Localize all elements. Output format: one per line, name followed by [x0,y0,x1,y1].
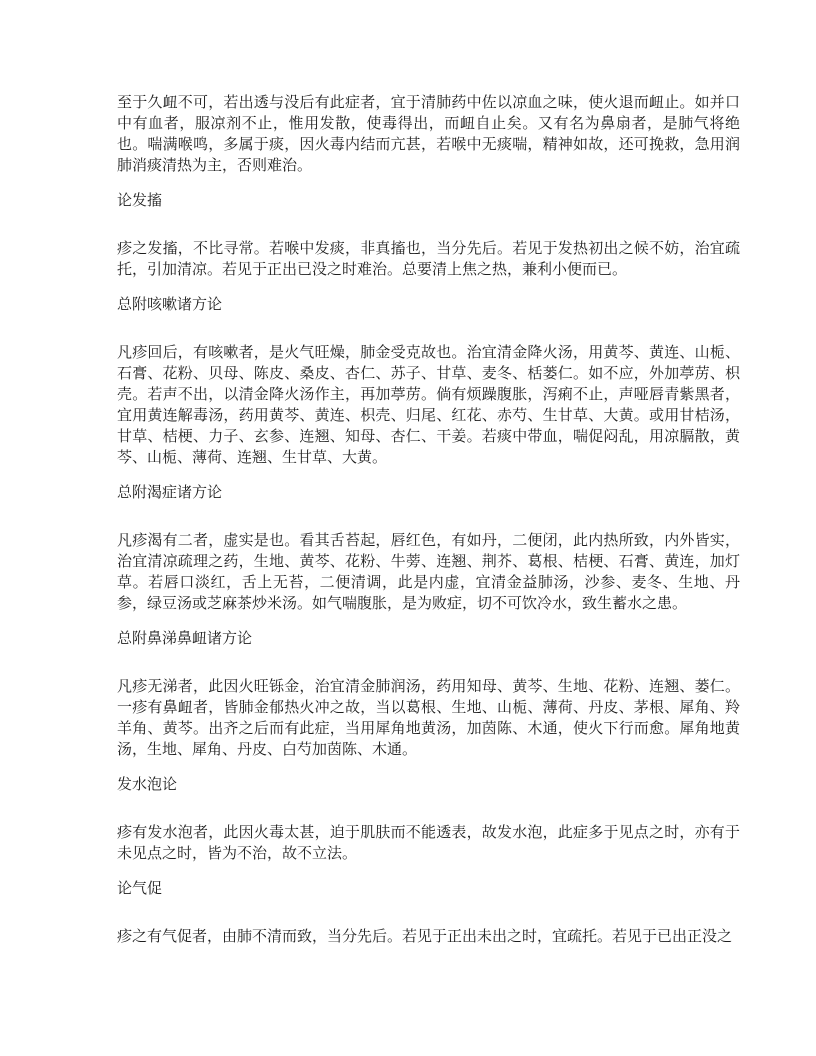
paragraph-biti-binu-prescriptions: 凡疹无涕者，此因火旺铄金，治宜清金肺润汤，药用知母、黄芩、生地、花粉、连翘、蒌仁。一疹有鼻衄者，皆肺金郁热火冲之故，当以葛根、生地、山栀、薄荷、丹皮、茅根、犀角、羚羊角、黄芩。出齐之后而有此症，当用犀角地黄汤，加茵陈、木通，使火下行而愈。犀角地黄汤，生地、犀角、丹皮、白芍加茵陈、木通。 [117,679,740,758]
paragraph-fa-chu: 疹之发搐，不比寻常。若喉中发痰，非真搐也，当分先后。若见于发热初出之候不妨，治宜疏托，引加清凉。若见于正出已没之时难治。总要清上焦之热，兼利小便而已。 [117,241,740,278]
paragraph-qi-cu: 疹之有气促者，由肺不清而致，当分先后。若见于正出未出之时，宜疏托。若见于已出正没之 [117,929,733,945]
heading-zongfu-kesou-zhufanglun: 总附咳嗽诸方论 [117,297,223,313]
heading-lun-qi-cu: 论气促 [117,881,163,897]
paragraph-fa-shuipao: 疹有发水泡者，此因火毒太甚，迫于肌肤而不能透表，故发水泡，此症多于见点之时，亦有于未见点之时，皆为不治，故不立法。 [117,825,740,862]
heading-zongfu-kezheng-zhufanglun: 总附渴症诸方论 [117,485,223,501]
heading-zongfu-biti-binu-zhufanglun: 总附鼻涕鼻衄诸方论 [117,631,253,647]
heading-fa-shuipao-lun: 发水泡论 [117,777,178,793]
paragraph-kesou-prescriptions: 凡疹回后，有咳嗽者，是火气旺燥，肺金受克故也。治宜清金降火汤，用黄芩、黄连、山栀、石膏、花粉、贝母、陈皮、桑皮、杏仁、苏子、甘草、麦冬、栝蒌仁。如不应，外加葶苈、枳壳。若声不出，以清金降火汤作主，再加葶苈。倘有烦躁腹胀，泻痢不止，声哑唇青紫黑者，宜用黄连解毒汤，药用黄芩、黄连、枳壳、归尾、红花、赤芍、生甘草、大黄。或用甘桔汤，甘草、桔梗、力子、玄参、连翘、知母、杏仁、干姜。若痰中带血，喘促闷乱，用凉膈散，黄芩、山栀、薄荷、连翘、生甘草、大黄。 [117,345,740,466]
paragraph-kezheng-prescriptions: 凡疹渴有二者，虚实是也。看其舌苔起，唇红色，有如丹，二便闭，此内热所致，内外皆实，治宜清凉疏理之药，生地、黄芩、花粉、牛蒡、连翘、荆芥、葛根、桔梗、石膏、黄连，加灯草。若唇口淡红，舌上无苔，二便清调，此是内虚，宜清金益肺汤，沙参、麦冬、生地、丹参，绿豆汤或芝麻茶炒米汤。如气喘腹胀，是为败症，切不可饮冷水，致生蓄水之患。 [117,533,740,612]
heading-lun-fa-chu: 论发搐 [117,193,163,209]
paragraph-jiu-nu-treatment: 至于久衄不可，若出透与没后有此症者，宜于清肺药中佐以凉血之味，使火退而衄止。如并口中有血者，服凉剂不止，惟用发散，使毒得出，而衄自止矣。又有名为鼻扇者，是肺气将绝也。喘满喉鸣，多属于痰，因火毒内结而亢甚，若喉中无痰喘，精神如故，还可挽救，急用润肺消痰清热为主，否则难治。 [117,95,740,174]
